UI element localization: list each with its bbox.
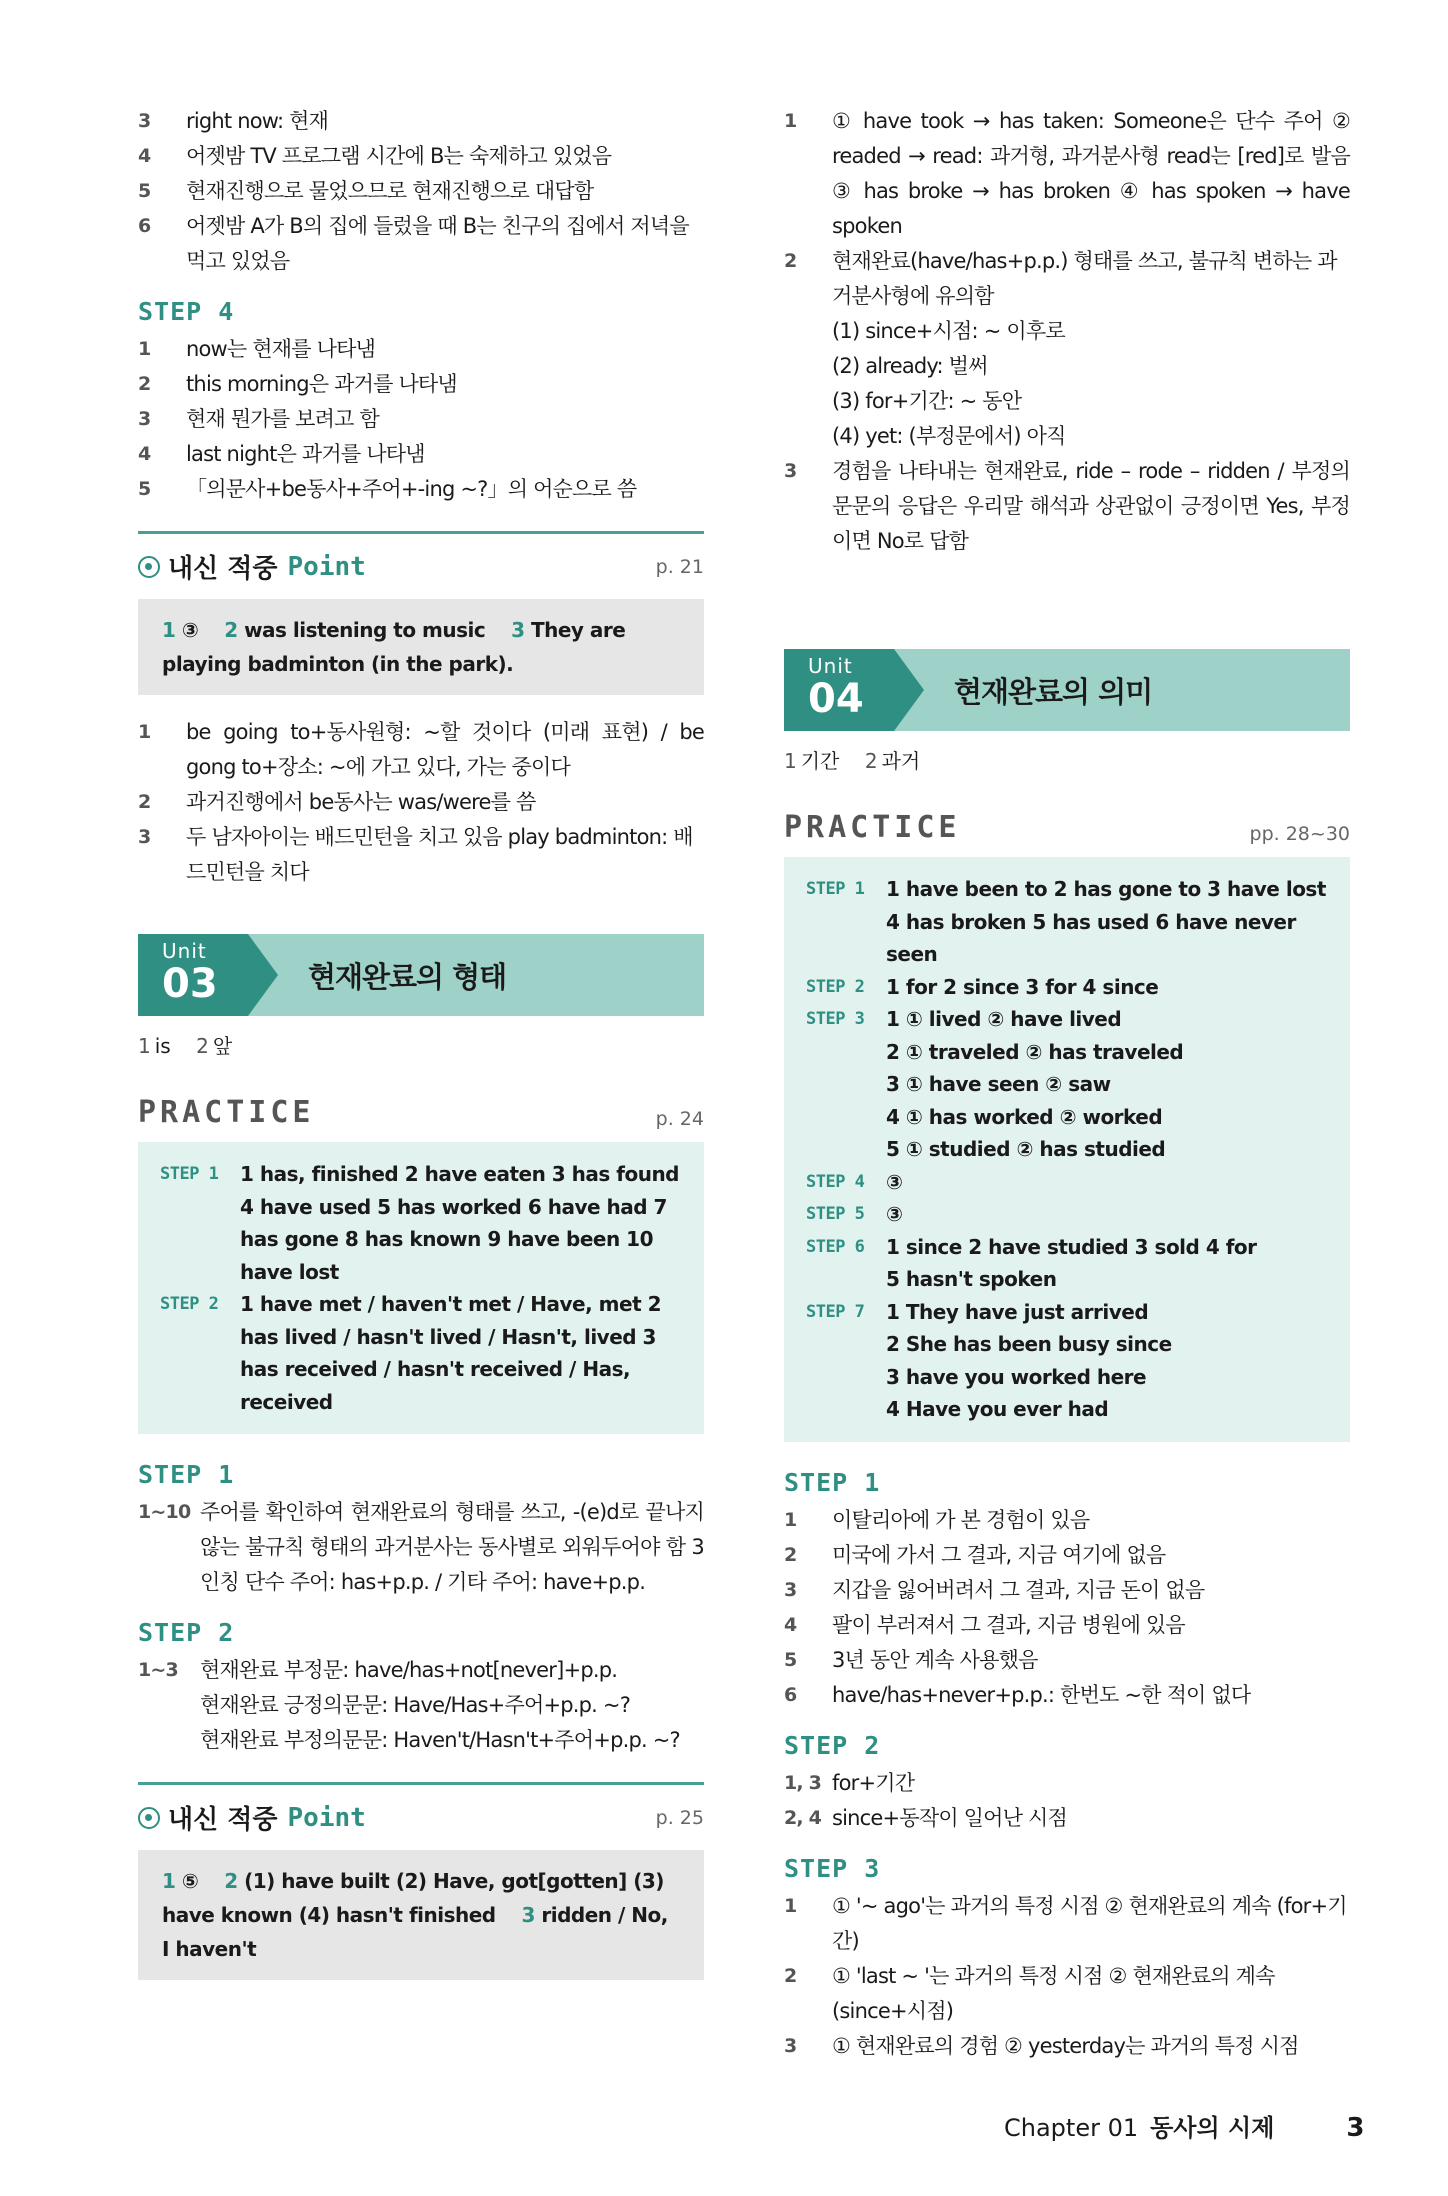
page-reference: p. 21 <box>655 555 704 578</box>
point-header <box>138 1799 704 1836</box>
chapter-title: 동사의 시제 <box>1150 2114 1275 2142</box>
chapter-label: Chapter 01 <box>1004 2114 1139 2142</box>
list-item: 1 be going to+동사원형: ~할 것이다 (미래 표현) / be gong to+장소: ~에 가고 있다, 가는 중이다 <box>138 720 704 779</box>
right-intro-list <box>784 104 1350 559</box>
practice-box <box>784 857 1350 1442</box>
unit-answers: 1 기간 2 과거 <box>784 749 921 773</box>
page-footer <box>1004 2108 1365 2143</box>
practice-row: STEP 6 1 since 2 have studied 3 sold 4 for <box>806 1234 1257 1259</box>
practice-row: 3 ① have seen ② saw <box>886 1072 1111 1096</box>
list-item: 1 ① '~ ago'는 과거의 특정 시점 ② 현재완료의 계속 (for+기간) <box>784 1893 1347 1953</box>
list-item: 2, 4 since+동작이 일어난 시점 <box>784 1805 1067 1830</box>
practice-row: 2 She has been busy since <box>886 1332 1172 1356</box>
list-item: 1 ① have took → has taken: Someone은 단수 주어 ② readed → read: 과거형, 과거분사형 read는 [red]로 발음 ③ has broke → has broken ④ has spoken → have spoken <box>784 109 1350 238</box>
practice-row: 2 ① traveled ② has traveled <box>886 1039 1184 1064</box>
list-item: 3 현재 뭔가를 보려고 함 <box>138 407 379 431</box>
practice-row: 4 Have you ever had <box>886 1397 1109 1421</box>
list-item: 5 현재진행으로 물었으므로 현재진행으로 대답함 <box>138 179 594 203</box>
step4-list <box>138 332 704 507</box>
practice-row: STEP 2 1 for 2 since 3 for 4 since <box>806 974 1159 999</box>
step-heading: STEP 3 <box>784 1853 881 1883</box>
practice-row: 3 have you worked here <box>886 1364 1147 1389</box>
practice-row: STEP 1 1 have been to 2 has gone to 3 have lost 4 has broken 5 has used 6 have never seen <box>806 877 1326 966</box>
practice-header <box>784 810 1350 845</box>
practice-row: STEP 3 1 ① lived ② have lived <box>806 1007 1122 1031</box>
section-divider <box>138 531 704 534</box>
list-item: 1 이탈리아에 가 본 경험이 있음 <box>784 1507 1090 1532</box>
section-divider <box>138 1782 704 1785</box>
list-item: 현재완료 부정의문문: Haven't/Hasn't+주어+p.p. ~? <box>200 1728 680 1752</box>
list-item: 2 this morning은 과거를 나타냄 <box>138 372 457 396</box>
list-item: (2) already: 벌써 <box>832 354 988 378</box>
target-icon <box>138 556 160 578</box>
page-reference: pp. 28~30 <box>1249 823 1350 845</box>
list-item: 1~3 현재완료 부정문: have/has+not[never]+p.p. <box>138 1658 618 1682</box>
unit-badge: Unit 03 <box>138 934 248 1016</box>
step-heading: STEP 1 <box>138 1460 235 1489</box>
list-item: 3 right now: 현재 <box>138 109 329 133</box>
list-item: (4) yet: (부정문에서) 아직 <box>832 424 1066 448</box>
practice-row: 4 ① has worked ② worked <box>886 1104 1163 1129</box>
list-item: 6 have/has+never+p.p.: 한번도 ~한 적이 없다 <box>784 1682 1251 1707</box>
list-item: 3 지갑을 잃어버려서 그 결과, 지금 돈이 없음 <box>784 1577 1205 1602</box>
practice-row: STEP 2 1 have met / haven't met / Have, met 2 has lived / hasn't lived / Hasn't, lived 3 has received / hasn't received / Has, received <box>160 1292 662 1414</box>
unit-badge: Unit 04 <box>784 649 894 731</box>
list-item: 2 과거진행에서 be동사는 was/were를 씀 <box>138 790 536 814</box>
list-item: 현재완료 긍정의문문: Have/Has+주어+p.p. ~? <box>200 1693 631 1717</box>
unit-title: 현재완료의 형태 <box>308 959 507 994</box>
list-item: 1, 3 for+기간 <box>784 1770 915 1795</box>
right-column <box>784 104 1350 2064</box>
practice-row: STEP 5 ③ <box>806 1202 903 1226</box>
list-item: 1 now는 현재를 나타냄 <box>138 337 376 361</box>
unit-answers: 1 is 2 앞 <box>138 1034 233 1058</box>
list-item: 4 last night은 과거를 나타냄 <box>138 442 425 466</box>
practice-row: STEP 1 1 has, finished 2 have eaten 3 has found 4 have used 5 has worked 6 have had 7 has gone 8 has known 9 have been 10 have lost <box>160 1162 679 1284</box>
practice-title: PRACTICE <box>784 810 961 845</box>
practice-header <box>138 1095 704 1130</box>
answer-box: 1 ③ 2 was listening to music 3 They are playing badminton (in the park). <box>138 599 704 695</box>
list-item: 3 경험을 나타내는 현재완료, ride – rode – ridden / 부정의 문문의 응답은 우리말 해석과 상관없이 긍정이면 Yes, 부정이면 No로 답함 <box>784 459 1350 553</box>
list-item: 4 팔이 부러져서 그 결과, 지금 병원에 있음 <box>784 1612 1185 1637</box>
practice-row: 5 ① studied ② has studied <box>886 1137 1166 1161</box>
list-item: 3 두 남자아이는 배드민턴을 치고 있음 play badminton: 배드민턴을 치다 <box>138 825 693 884</box>
step-heading: STEP 2 <box>138 1618 235 1647</box>
practice-row: 5 hasn't spoken <box>886 1267 1057 1291</box>
target-icon <box>138 1807 160 1829</box>
practice-title: PRACTICE <box>138 1095 315 1130</box>
list-item: 5 3년 동안 계속 사용했음 <box>784 1647 1038 1672</box>
page-number: 3 <box>1346 2113 1365 2143</box>
list-item: 6 어젯밤 A가 B의 집에 들렀을 때 B는 친구의 집에서 저녁을 먹고 있었음 <box>138 214 689 273</box>
unit-title: 현재완료의 의미 <box>954 674 1153 709</box>
practice-row: STEP 7 1 They have just arrived <box>806 1299 1149 1324</box>
page-reference: p. 24 <box>655 1108 704 1130</box>
list-item: 3 ① 현재완료의 경험 ② yesterday는 과거의 특정 시점 <box>784 2033 1299 2058</box>
list-item: 1~10 주어를 확인하여 현재완료의 형태를 쓰고, -(e)d로 끝나지 않는 불규칙 형태의 과거분사는 동사별로 외워두어야 함 3인칭 단수 주어: has+p.p. / 기타 주어: have+p.p. <box>138 1500 704 1594</box>
left-intro-list <box>138 104 704 279</box>
list-item: 5 「의문사+be동사+주어+-ing ~?」의 어순으로 씀 <box>138 477 637 501</box>
practice-row: STEP 4 ③ <box>806 1169 903 1194</box>
point-title: 내신 적중 Point <box>138 548 366 585</box>
point-title: 내신 적중 Point <box>138 1799 366 1836</box>
answer-box: 1 ⑤ 2 (1) have built (2) Have, got[gotten] (3) have known (4) hasn't finished 3 ridden / No, I haven't <box>138 1850 704 1980</box>
list-item: (1) since+시점: ~ 이후로 <box>832 319 1065 343</box>
list-item: 4 어젯밤 TV 프로그램 시간에 B는 숙제하고 있었음 <box>138 144 612 168</box>
list-item: 2 미국에 가서 그 결과, 지금 여기에 없음 <box>784 1542 1166 1567</box>
left-column <box>138 104 704 1980</box>
practice-box <box>138 1142 704 1434</box>
step-heading: STEP 4 <box>138 297 235 326</box>
list-item: (3) for+기간: ~ 동안 <box>832 389 1022 413</box>
step-heading: STEP 2 <box>784 1730 881 1760</box>
point-notes <box>138 715 704 890</box>
list-item: 2 ① 'last ~ '는 과거의 특정 시점 ② 현재완료의 계속 (since+시점) <box>784 1963 1275 2023</box>
unit-banner <box>784 649 1350 731</box>
unit-banner <box>138 934 704 1016</box>
page-reference: p. 25 <box>655 1806 704 1829</box>
step-heading: STEP 1 <box>784 1467 881 1497</box>
point-header <box>138 548 704 585</box>
list-item: 2 현재완료(have/has+p.p.) 형태를 쓰고, 불규칙 변하는 과거분사형에 유의함 <box>784 249 1337 308</box>
